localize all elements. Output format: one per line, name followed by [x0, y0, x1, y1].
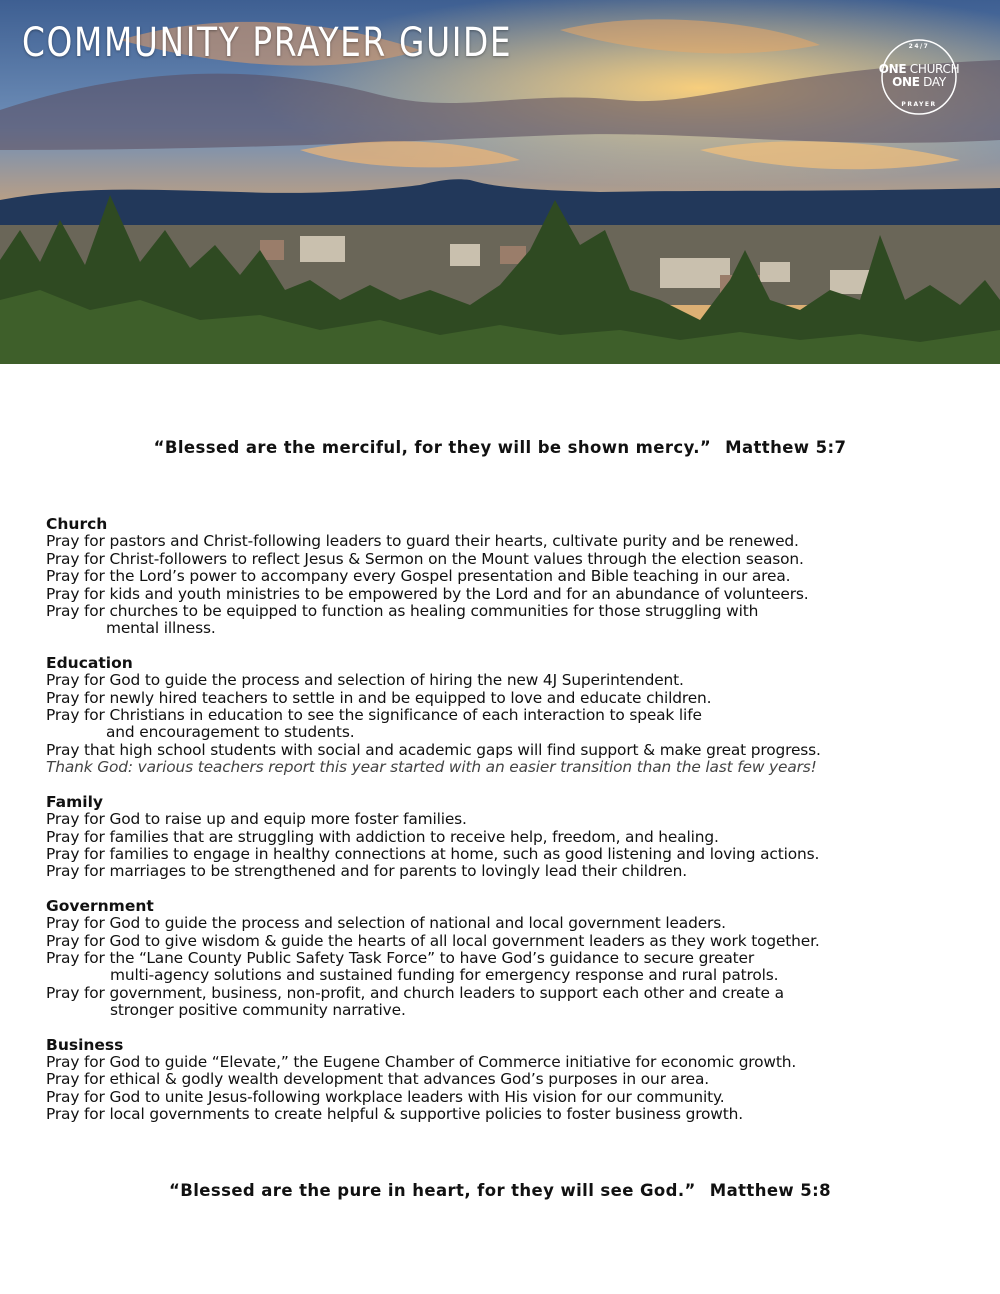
- logo-top-text: 24/7: [908, 43, 930, 50]
- section-business: [46, 1037, 986, 1124]
- prayer-item: Pray for the Lord’s power to accompany every Gospel presentation and Bible teaching in our area.: [46, 567, 791, 586]
- thanksgiving-note: Thank God: various teachers report this year started with an easier transition than the last few years!: [46, 758, 817, 777]
- section-education: [46, 655, 986, 777]
- prayer-item: Pray for God to unite Jesus-following workplace leaders with His vision for our community.: [46, 1087, 725, 1106]
- opening-scripture-quote: [0, 438, 1000, 457]
- prayer-item: Pray for kids and youth ministries to be empowered by the Lord and for an abundance of volunteers.: [46, 584, 809, 603]
- prayer-item-continuation: stronger positive community narrative.: [110, 1001, 406, 1020]
- section-heading: Family: [46, 792, 104, 811]
- logo-line-2: ONE DAY: [892, 75, 946, 89]
- prayer-item: Pray for Christ-followers to reflect Jesus & Sermon on the Mount values through the election season.: [46, 549, 804, 568]
- prayer-item-continuation: and encouragement to students.: [106, 723, 355, 742]
- prayer-item: Pray for God to guide the process and selection of hiring the new 4J Superintendent.: [46, 671, 684, 690]
- section-family: [46, 794, 986, 881]
- section-heading: Government: [46, 896, 154, 915]
- prayer-item: Pray for marriages to be strengthened and for parents to lovingly lead their children.: [46, 862, 687, 881]
- logo-bottom-text: PRAYER: [901, 101, 937, 108]
- one-church-one-day-logo: [877, 37, 961, 117]
- quote-reference: Matthew 5:8: [709, 1181, 831, 1200]
- prayer-item: Pray for God to guide the process and selection of national and local government leaders.: [46, 914, 726, 933]
- quote-text: “Blessed are the pure in heart, for they will see God.”: [169, 1181, 696, 1200]
- section-heading: Church: [46, 515, 108, 533]
- prayer-item: Pray for Christians in education to see the significance of each interaction to speak life: [46, 706, 702, 725]
- prayer-item: Pray for churches to be equipped to function as healing communities for those struggling with: [46, 602, 759, 621]
- closing-scripture-quote: [0, 1181, 1000, 1200]
- prayer-item-continuation: mental illness.: [106, 619, 216, 638]
- prayer-item: Pray for God to give wisdom & guide the hearts of all local government leaders as they work together.: [46, 931, 820, 950]
- prayer-item: Pray for local governments to create helpful & supportive policies to foster business growth.: [46, 1105, 743, 1124]
- prayer-item: Pray for families to engage in healthy connections at home, such as good listening and loving actions.: [46, 844, 820, 863]
- section-church: [46, 516, 986, 638]
- prayer-item: Pray that high school students with social and academic gaps will find support & make great progress.: [46, 740, 821, 759]
- prayer-item: Pray for pastors and Christ-following leaders to guard their hearts, cultivate purity and be renewed.: [46, 532, 799, 551]
- section-government: [46, 898, 986, 1020]
- prayer-item: Pray for newly hired teachers to settle in and be equipped to love and educate children.: [46, 688, 712, 707]
- page-title: COMMUNITY PRAYER GUIDE: [22, 20, 513, 66]
- hero-banner: [0, 0, 1000, 364]
- logo-line-1: ONE CHURCH: [878, 62, 960, 76]
- prayer-item: Pray for God to guide “Elevate,” the Eugene Chamber of Commerce initiative for economic growth.: [46, 1052, 797, 1071]
- prayer-item: Pray for ethical & godly wealth development that advances God’s purposes in our area.: [46, 1070, 710, 1089]
- section-heading: Business: [46, 1035, 124, 1054]
- prayer-item: Pray for government, business, non-profit, and church leaders to support each other and create a: [46, 983, 784, 1002]
- prayer-item: Pray for families that are struggling with addiction to receive help, freedom, and healing.: [46, 827, 719, 846]
- section-heading: Education: [46, 653, 133, 672]
- prayer-item: Pray for God to raise up and equip more foster families.: [46, 810, 467, 829]
- quote-reference: Matthew 5:7: [725, 438, 847, 457]
- prayer-item: Pray for the “Lane County Public Safety Task Force” to have God’s guidance to secure greater: [46, 948, 755, 967]
- quote-text: “Blessed are the merciful, for they will be shown mercy.”: [153, 438, 712, 457]
- prayer-sections: [46, 516, 986, 1141]
- prayer-item-continuation: multi-agency solutions and sustained funding for emergency response and rural patrols.: [110, 966, 779, 985]
